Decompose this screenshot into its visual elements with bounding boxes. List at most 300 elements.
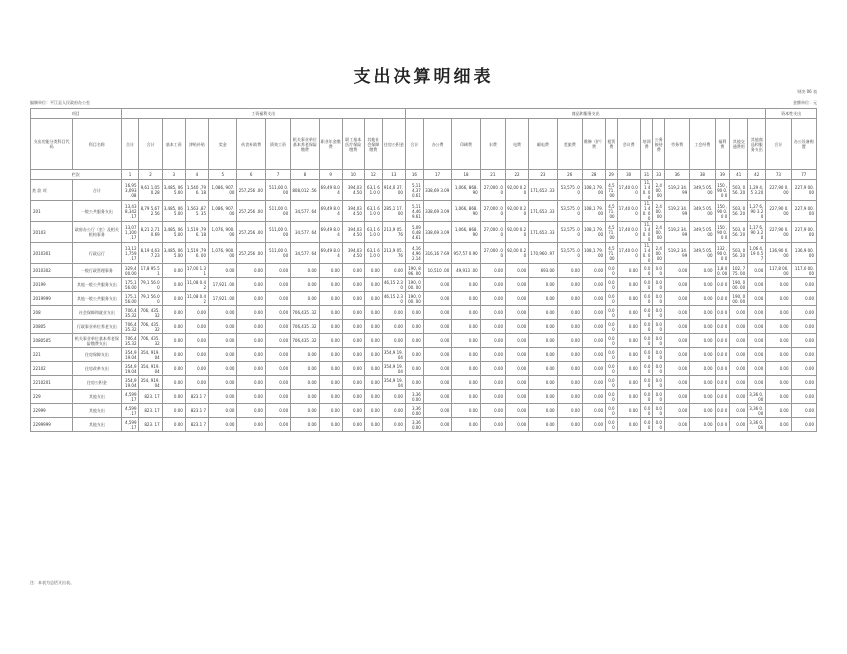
- amount-cell: 0.00: [423, 418, 451, 432]
- amount-cell: 0.0 0: [606, 348, 618, 362]
- amount-cell: 0.00: [791, 418, 816, 432]
- amount-cell: 0.00: [582, 390, 605, 404]
- subject-name: 其他支出: [73, 404, 121, 418]
- amount-cell: 0.00: [617, 306, 640, 320]
- amount-cell: 0.00: [364, 362, 382, 376]
- amount-cell: 0.00: [557, 376, 582, 390]
- amount-cell: 0.0 0: [653, 264, 665, 278]
- amount-cell: 0.00: [319, 418, 342, 432]
- amount-cell: 0.0 0: [715, 418, 730, 432]
- amount-cell: 0.00: [617, 362, 640, 376]
- amount-cell: 0.00: [423, 278, 451, 292]
- amount-cell: 0.00: [480, 264, 505, 278]
- table-row: [31, 180, 817, 201]
- amount-cell: 0.00: [557, 334, 582, 348]
- amount-cell: 0.0 0: [640, 362, 653, 376]
- amount-cell: 0.00: [319, 376, 342, 390]
- column-number: 28: [582, 170, 605, 180]
- amount-cell: 0.00: [162, 320, 185, 334]
- amount-cell: 0.00: [423, 334, 451, 348]
- amount-cell: 175,1 56.00: [121, 278, 139, 292]
- amount-cell: 27,000 .00: [480, 180, 505, 201]
- amount-cell: 3,36 0.00: [405, 390, 423, 404]
- amount-cell: 0.00: [664, 348, 689, 362]
- table-row: [31, 376, 817, 390]
- amount-cell: 0.0 0: [606, 404, 618, 418]
- column-number: 6: [237, 170, 265, 180]
- amount-cell: 0.00: [405, 362, 423, 376]
- amount-cell: 511,00 0.00: [265, 243, 290, 264]
- amount-cell: 0.00: [382, 334, 405, 348]
- amount-cell: 92,00 0.20: [505, 243, 528, 264]
- amount-cell: 0.00: [452, 320, 480, 334]
- amount-cell: 3,485, 065.00: [162, 243, 185, 264]
- subject-name: 政府办公厅（室）及相关机构事务: [73, 222, 121, 243]
- amount-cell: 0.00: [617, 376, 640, 390]
- amount-cell: 171,653 .33: [529, 222, 557, 243]
- amount-cell: 0.0 0: [640, 348, 653, 362]
- amount-cell: 0.00: [162, 390, 185, 404]
- amount-cell: 823. 17: [139, 418, 162, 432]
- amount-cell: 0.00: [582, 348, 605, 362]
- table-row: [31, 306, 817, 320]
- amount-cell: 0.00: [617, 348, 640, 362]
- subject-code: 2010302: [31, 264, 73, 278]
- amount-cell: 1,086, 907.00: [209, 180, 237, 201]
- amount-cell: 11,1 40. 00: [640, 180, 653, 201]
- column-number: 7: [265, 170, 290, 180]
- amount-cell: 0.00: [342, 278, 364, 292]
- table-row: [31, 418, 817, 432]
- amount-cell: 0.00: [319, 320, 342, 334]
- amount-cell: 0.00: [319, 404, 342, 418]
- amount-cell: 0.00: [265, 292, 290, 306]
- amount-cell: 227,90 0.00: [766, 222, 791, 243]
- amount-cell: 0.00: [237, 362, 265, 376]
- amount-cell: 0.00: [664, 292, 689, 306]
- amount-cell: 0.00: [748, 278, 766, 292]
- amount-cell: 0.00: [162, 376, 185, 390]
- amount-cell: 0.00: [237, 376, 265, 390]
- amount-cell: 0.00: [791, 306, 816, 320]
- label-xiang: 款: [37, 187, 43, 193]
- amount-cell: 11,1 40. 00: [640, 222, 653, 243]
- amount-cell: 0.00: [480, 292, 505, 306]
- amount-cell: 0.00: [529, 404, 557, 418]
- amount-cell: 0.00: [582, 404, 605, 418]
- amount-cell: 4,599 .17: [121, 390, 139, 404]
- amount-cell: 3,485, 065.00: [162, 180, 185, 201]
- amount-cell: 0.00: [529, 292, 557, 306]
- amount-cell: 11,08 0.42: [185, 278, 208, 292]
- amount-cell: 0.00: [291, 264, 319, 278]
- amount-cell: 0.00: [185, 320, 208, 334]
- amount-cell: 0.00: [582, 264, 605, 278]
- amount-cell: 0.0 0: [606, 376, 618, 390]
- page-title: 支出决算明细表: [353, 67, 494, 87]
- amount-cell: 0.00: [617, 292, 640, 306]
- subject-code: 2299999: [31, 418, 73, 432]
- amount-cell: 349,5 05.00: [690, 222, 715, 243]
- amount-cell: 0.0 0: [653, 320, 665, 334]
- amount-cell: 338,69 3.09: [423, 222, 451, 243]
- amount-cell: 0.00: [557, 418, 582, 432]
- column-number: 21: [480, 170, 505, 180]
- amount-cell: 0.00: [529, 390, 557, 404]
- amount-cell: 0.00: [452, 306, 480, 320]
- amount-cell: 0.00: [364, 306, 382, 320]
- amount-cell: 0.0 0: [640, 390, 653, 404]
- amount-cell: 0.00: [748, 334, 766, 348]
- amount-cell: 0.0 0: [715, 292, 730, 306]
- amount-cell: 53,575 .00: [557, 201, 582, 222]
- amount-cell: 0.00: [766, 348, 791, 362]
- subject-name: 合计: [73, 180, 121, 201]
- amount-cell: 0.00: [209, 362, 237, 376]
- amount-cell: 69,49 8.04: [319, 201, 342, 222]
- amount-cell: 0.00: [582, 306, 605, 320]
- amount-cell: 0.00: [265, 264, 290, 278]
- subject-name: 一般行政管理事务: [73, 264, 121, 278]
- amount-cell: 0.00: [265, 418, 290, 432]
- amount-cell: 0.00: [162, 278, 185, 292]
- amount-cell: 190, 000. 00: [405, 292, 423, 306]
- amount-cell: 92,00 0.20: [505, 222, 528, 243]
- amount-cell: 0.00: [319, 362, 342, 376]
- column-number: 33: [653, 170, 665, 180]
- amount-cell: 0.00: [342, 264, 364, 278]
- amount-cell: 49,913 .00: [452, 264, 480, 278]
- subject-code: 20199: [31, 278, 73, 292]
- amount-cell: 53,575 .00: [557, 222, 582, 243]
- column-number-row: [31, 170, 817, 180]
- amount-cell: 0.00: [557, 278, 582, 292]
- amount-cell: 706,435 .32: [291, 306, 319, 320]
- column-header: 租赁费: [606, 119, 618, 170]
- amount-cell: 5,11 4,46 9.61: [405, 201, 423, 222]
- amount-cell: 0.00: [452, 404, 480, 418]
- column-number: 2: [139, 170, 162, 180]
- amount-cell: 69,49 8.04: [319, 243, 342, 264]
- amount-cell: 1,076, 900.00: [209, 222, 237, 243]
- amount-cell: 0.00: [342, 418, 364, 432]
- amount-cell: 108,1 79.00: [582, 180, 605, 201]
- amount-cell: 0.0 0: [715, 390, 730, 404]
- column-header: 其他社会保障缴费: [364, 119, 382, 170]
- column-number: 39: [715, 170, 730, 180]
- amount-cell: 0.00: [237, 320, 265, 334]
- amount-cell: 2,4 00. 00: [653, 222, 665, 243]
- amount-cell: 0.00: [364, 264, 382, 278]
- column-header: 差旅费: [557, 119, 582, 170]
- amount-cell: 0.0 0: [606, 334, 618, 348]
- column-header: 培训费: [640, 119, 653, 170]
- amount-cell: 4,599 .17: [121, 418, 139, 432]
- amount-cell: 13,07 1,100 .17: [121, 222, 139, 243]
- amount-cell: 0.00: [452, 362, 480, 376]
- amount-cell: 0.00: [664, 418, 689, 432]
- subject-name: 其他支出: [73, 418, 121, 432]
- amount-cell: 3,485, 065.00: [162, 201, 185, 222]
- amount-cell: 0.00: [237, 292, 265, 306]
- amount-cell: 227,9 00.00: [791, 201, 816, 222]
- kxt-labels: [31, 180, 73, 201]
- amount-cell: 511,00 0.00: [265, 222, 290, 243]
- amount-cell: 706, 435. 32: [139, 334, 162, 348]
- table-row: [31, 320, 817, 334]
- amount-cell: 3,36 0.00: [748, 390, 766, 404]
- amount-cell: 0.00: [185, 376, 208, 390]
- expenditure-table-wrap: [30, 108, 817, 432]
- amount-cell: 0.00: [748, 376, 766, 390]
- amount-cell: 190, 896. 00: [405, 264, 423, 278]
- label-tiao: 项: [42, 187, 47, 193]
- subject-code: 22999: [31, 404, 73, 418]
- amount-cell: 394,03 4.50: [342, 243, 364, 264]
- amount-cell: 0.00: [162, 306, 185, 320]
- amount-cell: 0.0 0: [653, 278, 665, 292]
- amount-cell: 354,9 19.04: [382, 362, 405, 376]
- amount-cell: 0.00: [730, 306, 748, 320]
- column-number: 16: [405, 170, 423, 180]
- amount-cell: 69,49 8.04: [319, 180, 342, 201]
- column-header: 电费: [505, 119, 528, 170]
- column-header: 合计: [139, 119, 162, 170]
- amount-cell: 0.00: [505, 404, 528, 418]
- label-kuan: 类: [32, 187, 38, 193]
- amount-cell: 0.00: [617, 334, 640, 348]
- amount-cell: 0.00: [690, 292, 715, 306]
- column-number: 3: [162, 170, 185, 180]
- amount-cell: 329,4 00.00: [121, 264, 139, 278]
- column-header: 维修（护）费: [582, 119, 605, 170]
- amount-cell: 0.00: [423, 404, 451, 418]
- amount-cell: 0.00: [342, 306, 364, 320]
- amount-cell: 0.00: [291, 418, 319, 432]
- amount-cell: 0.00: [582, 376, 605, 390]
- amount-cell: 0.00: [265, 404, 290, 418]
- group-capital: 资本性支出: [766, 109, 817, 119]
- amount-cell: 190, 000. 00: [730, 278, 748, 292]
- amount-cell: 0.00: [342, 292, 364, 306]
- amount-cell: 0.00: [766, 292, 791, 306]
- amount-cell: 150 ,90 0.0 0: [715, 201, 730, 222]
- table-row: [31, 292, 817, 306]
- column-header: 劳务费: [664, 119, 689, 170]
- amount-cell: 213,9 05.76: [382, 222, 405, 243]
- amount-cell: 3,36 0.00: [405, 418, 423, 432]
- amount-cell: 0.00: [730, 390, 748, 404]
- amount-cell: 3,36 0.00: [748, 404, 766, 418]
- amount-cell: 0.00: [480, 348, 505, 362]
- subject-code: 201: [31, 201, 73, 222]
- subject-code: 20103: [31, 222, 73, 243]
- amount-cell: 0.00: [452, 348, 480, 362]
- amount-cell: 338,69 3.09: [423, 180, 451, 201]
- amount-cell: 0.00: [505, 320, 528, 334]
- currency-label: 金额单位：元: [793, 100, 817, 105]
- amount-cell: 0.00: [480, 320, 505, 334]
- amount-cell: 503, 056. 20: [730, 222, 748, 243]
- amount-cell: 13,43 8,342 .17: [121, 201, 139, 222]
- amount-cell: 17,40 0.00: [617, 222, 640, 243]
- amount-cell: 1,06 4,19 0.57: [748, 243, 766, 264]
- amount-cell: 0.0 0: [606, 306, 618, 320]
- amount-cell: 0.00: [529, 418, 557, 432]
- amount-cell: 0.00: [319, 334, 342, 348]
- amount-cell: 823.1 7: [185, 418, 208, 432]
- amount-cell: 0.0 0: [640, 306, 653, 320]
- amount-cell: 0.00: [265, 320, 290, 334]
- amount-cell: 0.00: [617, 390, 640, 404]
- amount-cell: 0.0 0: [606, 278, 618, 292]
- amount-cell: 0.00: [342, 348, 364, 362]
- subject-code: 2080505: [31, 334, 73, 348]
- amount-cell: 0.00: [423, 306, 451, 320]
- amount-cell: 3,36 0.00: [405, 404, 423, 418]
- amount-cell: 63,1 61.0 0: [364, 222, 382, 243]
- subject-code: 229: [31, 390, 73, 404]
- amount-cell: 0.00: [766, 376, 791, 390]
- amount-cell: 0.00: [505, 292, 528, 306]
- amount-cell: 0.00: [319, 348, 342, 362]
- amount-cell: 17,40 0.00: [617, 180, 640, 201]
- amount-cell: 0.00: [664, 362, 689, 376]
- amount-cell: 706,435 .32: [291, 334, 319, 348]
- amount-cell: 0.00: [582, 292, 605, 306]
- amount-cell: 0.00: [291, 348, 319, 362]
- amount-cell: 257,256 .00: [237, 201, 265, 222]
- amount-cell: 0.00: [582, 418, 605, 432]
- amount-cell: 0.00: [766, 334, 791, 348]
- amount-cell: 0.00: [209, 264, 237, 278]
- column-number: 5: [209, 170, 237, 180]
- amount-cell: 0.00: [382, 404, 405, 418]
- amount-cell: 0.00: [405, 348, 423, 362]
- amount-cell: 354,9 19.04: [121, 348, 139, 362]
- amount-cell: 0.00: [364, 390, 382, 404]
- amount-cell: 227,9 00.00: [791, 222, 816, 243]
- column-header: 办公费: [423, 119, 451, 170]
- subject-code: 2210201: [31, 376, 73, 390]
- amount-cell: 0.00: [557, 362, 582, 376]
- table-row: [31, 201, 817, 222]
- column-number: 23: [529, 170, 557, 180]
- amount-cell: 4,599 .17: [121, 404, 139, 418]
- subject-name: 住房公积金: [73, 376, 121, 390]
- amount-cell: 706,4 35.32: [121, 334, 139, 348]
- amount-cell: 1,8 00. 00: [715, 264, 730, 278]
- amount-cell: 0.00: [557, 320, 582, 334]
- amount-cell: 0.00: [791, 334, 816, 348]
- amount-cell: 117,8 00.00: [766, 264, 791, 278]
- amount-cell: 0.00: [529, 348, 557, 362]
- column-header: 工会经费: [690, 119, 715, 170]
- column-header: 奖金: [209, 119, 237, 170]
- column-number: 36: [664, 170, 689, 180]
- amount-cell: 3,485, 065.00: [162, 222, 185, 243]
- amount-cell: 354,9 19.04: [121, 362, 139, 376]
- amount-cell: 0.00: [162, 264, 185, 278]
- amount-cell: 0.00: [690, 418, 715, 432]
- amount-cell: 0.0 0: [715, 376, 730, 390]
- amount-cell: 3,36 0.00: [748, 418, 766, 432]
- amount-cell: 349,5 05.00: [690, 243, 715, 264]
- amount-cell: 0.00: [480, 404, 505, 418]
- amount-cell: 354,9 19.04: [382, 376, 405, 390]
- amount-cell: 0.0 0: [640, 320, 653, 334]
- amount-cell: 108,1 79.00: [582, 222, 605, 243]
- amount-cell: 150 ,90 0.0 0: [715, 180, 730, 201]
- amount-cell: 706,4 35.32: [121, 306, 139, 320]
- amount-cell: 0.00: [480, 418, 505, 432]
- amount-cell: 0.0 0: [715, 348, 730, 362]
- amount-cell: 4,5 71. 00: [606, 201, 618, 222]
- subject-name: 其他支出: [73, 390, 121, 404]
- amount-cell: 0.0 0: [653, 348, 665, 362]
- amount-cell: 0.0 0: [715, 362, 730, 376]
- amount-cell: 0.00: [423, 376, 451, 390]
- amount-cell: 17,921 .00: [209, 278, 237, 292]
- amount-cell: 1,066, 868.90: [452, 201, 480, 222]
- footnote: 注：本表为总括支出表。: [30, 580, 74, 585]
- amount-cell: 10,510 .00: [423, 264, 451, 278]
- column-header: 基本工资: [162, 119, 185, 170]
- amount-cell: 34,577. 64: [291, 222, 319, 243]
- amount-cell: 285,1 17.00: [382, 201, 405, 222]
- unit-label: 编制单位：平江县人民政府办公室: [30, 100, 90, 105]
- column-number: 30: [617, 170, 640, 180]
- column-header: 合计: [766, 119, 791, 170]
- amount-cell: 227,90 0.00: [766, 180, 791, 201]
- amount-cell: 17,40 0.00: [617, 201, 640, 222]
- amount-cell: 0.00: [529, 334, 557, 348]
- table-row: [31, 222, 817, 243]
- amount-cell: 17,00 1.31: [185, 264, 208, 278]
- amount-cell: 511,00 0.00: [265, 180, 290, 201]
- amount-cell: 0.00: [730, 320, 748, 334]
- amount-cell: 5,11 4,37 0.61: [405, 180, 423, 201]
- amount-cell: 0.00: [342, 320, 364, 334]
- amount-cell: 394,03 4.50: [342, 180, 364, 201]
- amount-cell: 0.00: [364, 278, 382, 292]
- amount-cell: 0.00: [557, 390, 582, 404]
- amount-cell: 0.00: [209, 390, 237, 404]
- amount-cell: 0.00: [766, 306, 791, 320]
- subject-name: 住房改革支出: [73, 362, 121, 376]
- amount-cell: 79,1 56.0 0: [139, 278, 162, 292]
- amount-cell: 0.00: [265, 334, 290, 348]
- subject-name: 其他一般公共服务支出: [73, 278, 121, 292]
- amount-cell: 1,066, 868.90: [452, 222, 480, 243]
- amount-cell: 0.00: [690, 404, 715, 418]
- amount-cell: 706,435 .32: [291, 320, 319, 334]
- amount-cell: 13,12 1,759 .17: [121, 243, 139, 264]
- amount-cell: 0.00: [505, 278, 528, 292]
- amount-cell: 823. 17: [139, 404, 162, 418]
- group-header-row: [31, 109, 817, 119]
- column-header: 公务接待费: [653, 119, 665, 170]
- amount-cell: 9,61 1,05 0.28: [139, 180, 162, 201]
- amount-cell: 0.00: [423, 390, 451, 404]
- amount-cell: 338,69 3.09: [423, 201, 451, 222]
- amount-cell: 46,15 2.30: [382, 278, 405, 292]
- amount-cell: 519,2 34.99: [664, 180, 689, 201]
- amount-cell: 0.00: [382, 418, 405, 432]
- amount-cell: 0.00: [162, 404, 185, 418]
- amount-cell: 0.0 0: [606, 362, 618, 376]
- subject-code: 2019999: [31, 292, 73, 306]
